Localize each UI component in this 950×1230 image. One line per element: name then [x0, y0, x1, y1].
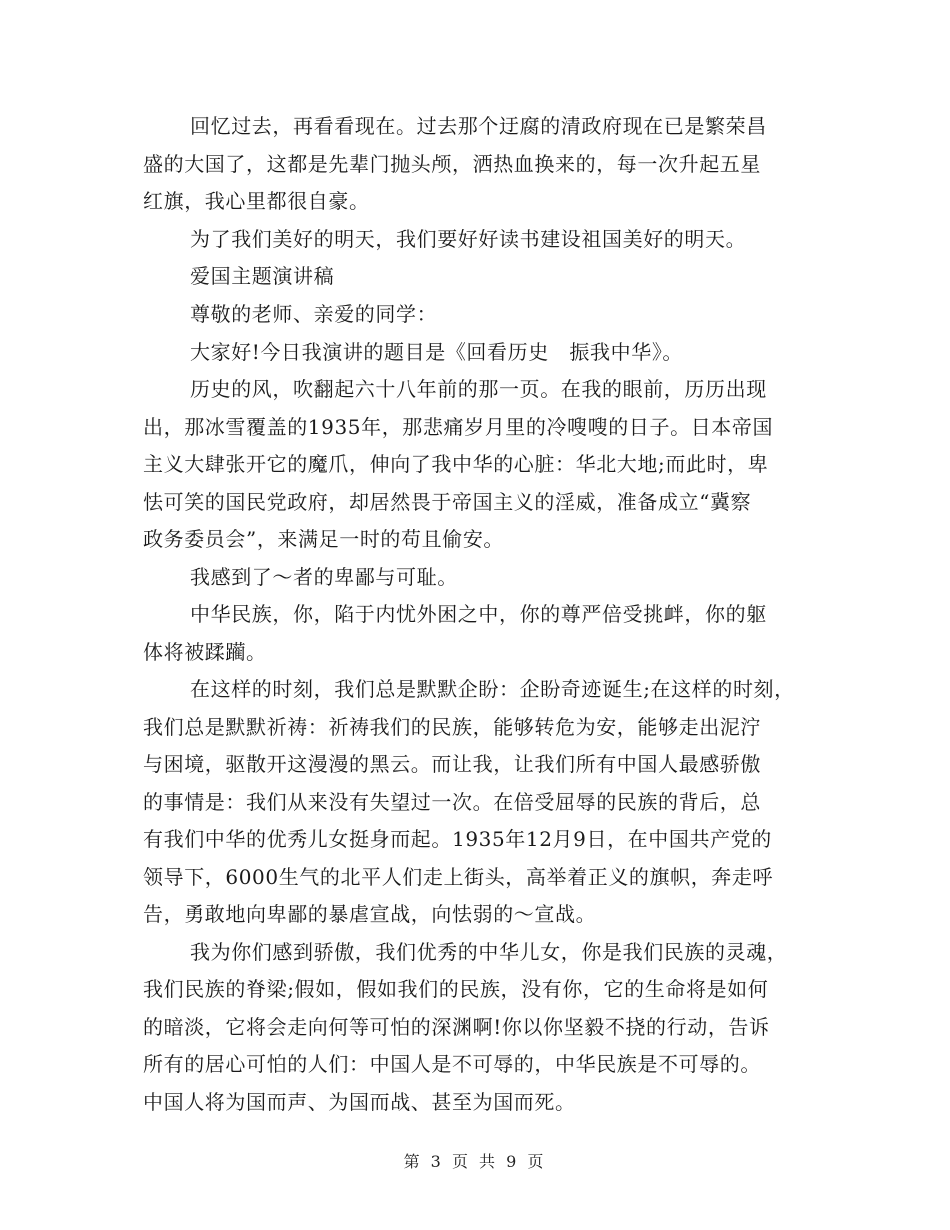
text-line: 回忆过去，再看看现在。过去那个迂腐的清政府现在已是繁荣昌	[190, 114, 767, 138]
text-line: 与困境，驱散开这漫漫的黑云。而让我，让我们所有中国人最感骄傲	[143, 752, 761, 776]
text-line: 所有的居心可怕的人们：中国人是不可辱的，中华民族是不可辱的。	[143, 1052, 761, 1076]
text-line: 中华民族，你，陷于内忧外困之中，你的尊严倍受挑衅，你的躯	[190, 602, 767, 626]
text-line: 体将被蹂躏。	[143, 640, 267, 664]
text-line: 告，勇敢地向卑鄙的暴虐宣战，向怯弱的～宣战。	[143, 902, 597, 926]
text-line: 的暗淡，它将会走向何等可怕的深渊啊!你以你坚毅不挠的行动，告诉	[143, 1015, 770, 1039]
text-line: 政务委员会”，来满足一时的苟且偷安。	[143, 527, 505, 551]
salutation: 尊敬的老师、亲爱的同学：	[190, 302, 438, 326]
text-line: 有我们中华的优秀儿女挺身而起。1935年12月9日，在中国共产党的	[143, 827, 772, 851]
text-line: 怯可笑的国民党政府，却居然畏于帝国主义的淫威，准备成立“冀察	[143, 490, 752, 514]
text-line: 为了我们美好的明天，我们要好好读书建设祖国美好的明天。	[190, 227, 747, 251]
text-line: 主义大肆张开它的魔爪，伸向了我中华的心脏：华北大地;而此时，卑	[143, 452, 769, 476]
text-line: 我们民族的脊梁;假如，假如我们的民族，没有你，它的生命将是如何	[143, 977, 769, 1001]
text-line: 我们总是默默祈祷：祈祷我们的民族，能够转危为安，能够走出泥泞	[143, 715, 761, 739]
text-line: 中国人将为国而声、为国而战、甚至为国而死。	[143, 1090, 576, 1114]
text-line: 大家好!今日我演讲的题目是《回看历史 振我中华》。	[190, 340, 684, 364]
section-heading: 爱国主题演讲稿	[190, 264, 335, 288]
text-line: 领导下，6000生气的北平人们走上街头，高举着正义的旗帜，奔走呼	[143, 865, 774, 889]
text-line: 在这样的时刻，我们总是默默企盼：企盼奇迹诞生;在这样的时刻，	[190, 677, 795, 701]
text-line: 红旗，我心里都很自豪。	[143, 189, 370, 213]
text-line: 我感到了～者的卑鄙与可耻。	[190, 565, 458, 589]
page-number-footer: 第 3 页 共 9 页	[403, 1152, 547, 1171]
text-line: 的事情是：我们从来没有失望过一次。在倍受屈辱的民族的背后，总	[143, 790, 761, 814]
text-line: 我为你们感到骄傲，我们优秀的中华儿女，你是我们民族的灵魂，	[190, 940, 788, 964]
text-line: 历史的风，吹翻起六十八年前的那一页。在我的眼前，历历出现	[190, 377, 767, 401]
text-line: 盛的大国了，这都是先辈门抛头颅，洒热血换来的，每一次升起五星	[143, 152, 761, 176]
text-line: 出，那冰雪覆盖的1935年，那悲痛岁月里的冷嗖嗖的日子。日本帝国	[143, 415, 774, 439]
